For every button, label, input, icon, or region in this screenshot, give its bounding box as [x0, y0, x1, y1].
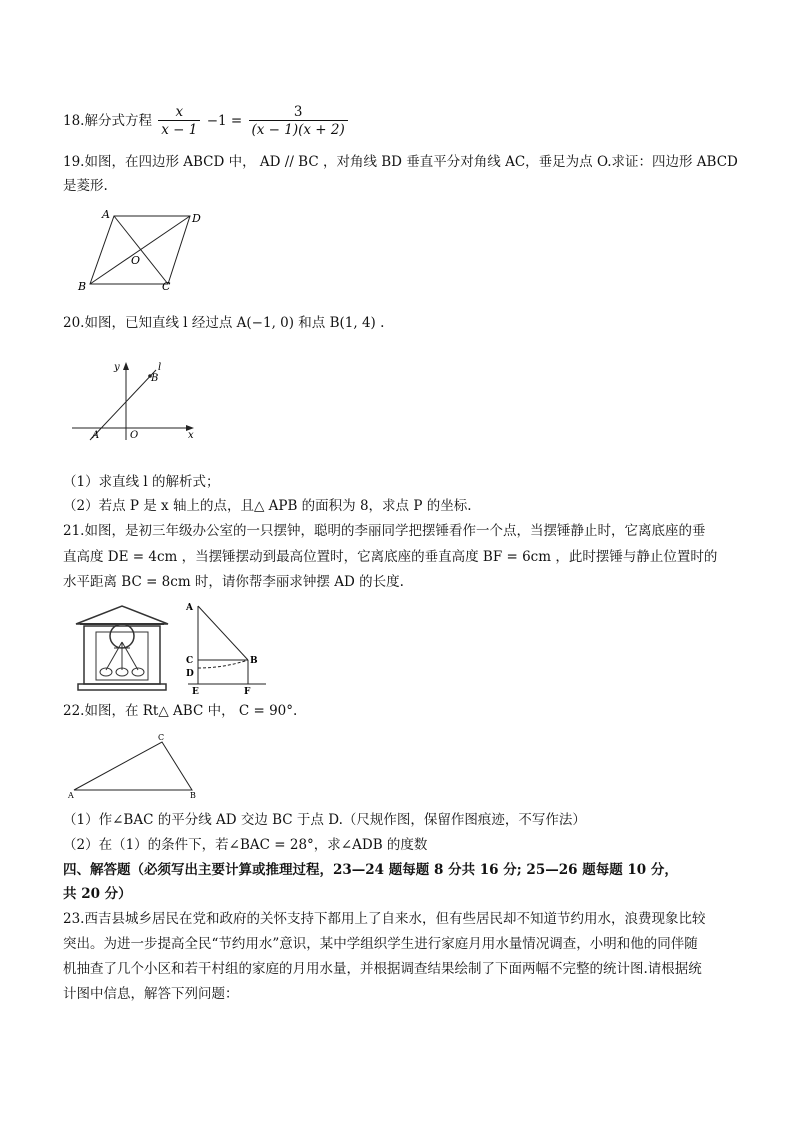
q21-text-line2: 直高度 DE = 4cm ，当摆锤摆动到最高位置时，它离底座的垂直高度 BF = 6cm ，此时摆锤与静止位置时的 — [63, 549, 718, 565]
q19-text-line2: 是菱形. — [63, 178, 108, 194]
fraction-2-denominator: (x − 1)(x + 2) — [251, 122, 345, 138]
section-4-heading-line2: 共 20 分） — [63, 886, 132, 902]
q19-label-a: A — [102, 208, 110, 221]
q21-text-line3: 水平距离 BC = 8cm 时，请你帮李丽求钟摆 AD 的长度. — [63, 574, 404, 590]
fraction-1-numerator: x — [158, 104, 200, 121]
q21-label-c: C — [186, 656, 194, 666]
q20-axis-x-label: x — [188, 430, 194, 441]
q21-label-a: A — [186, 603, 193, 613]
q22-label-b: B — [190, 791, 196, 800]
q20-sub1: （1）求直线 l 的解析式； — [63, 474, 220, 490]
q21-clock-picture — [72, 602, 172, 694]
q19-text-line1: 19.如图，在四边形 ABCD 中， AD // BC ，对角线 BD 垂直平分对角线 AC，垂足为点 O.求证：四边形 ABCD — [63, 154, 738, 170]
q20-line-graph — [70, 358, 200, 444]
q23-text-line2: 突出。为进一步提高全民“节约用水”意识，某中学组织学生进行家庭月用水量情况调查，小明和他的同伴随 — [63, 936, 698, 952]
q23-text-line1: 23.西吉县城乡居民在党和政府的关怀支持下都用上了自来水，但有些居民却不知道节约用水，浪费现象比较 — [63, 911, 706, 927]
q18-equation — [63, 104, 350, 139]
q21-label-b: B — [250, 656, 258, 666]
q21-pendulum-figure — [182, 598, 272, 698]
q20-text-line1: 20.如图，已知直线 l 经过点 A(−1, 0) 和点 B(1, 4) . — [63, 315, 385, 331]
q23-text-line4: 计图中信息，解答下列问题： — [63, 986, 239, 1002]
q20-point-b-label: B — [151, 373, 159, 384]
q21-label-d: D — [186, 669, 194, 679]
section-4-heading-line1: 四、解答题（必须写出主要计算或推理过程，23—24 题每题 8 分共 16 分; 25—26 题每题 10 分， — [63, 862, 678, 878]
q19-label-b: B — [78, 280, 87, 293]
q19-label-o: O — [131, 254, 141, 267]
q22-label-a: A — [68, 791, 74, 800]
q18-label: 18.解分式方程 — [63, 113, 152, 129]
q22-label-c: C — [158, 733, 165, 742]
q22-sub1: （1）作∠BAC 的平分线 AD 交边 BC 于点 D.（尺规作图，保留作图痕迹，不写作法） — [63, 812, 586, 828]
q20-axis-y-label: y — [114, 362, 120, 373]
q21-text-line1: 21.如图，是初三年级办公室的一只摆钟，聪明的李丽同学把摆锤看作一个点，当摆锤静止时，它离底座的垂 — [63, 523, 706, 539]
q22-text-line1: 22.如图，在 Rt△ ABC 中， C = 90°. — [63, 703, 298, 719]
q22-sub2: （2）在（1）的条件下，若∠BAC = 28°，求∠ADB 的度数 — [63, 837, 428, 853]
q19-label-d: D — [192, 212, 201, 225]
q20-line-l-label: l — [158, 362, 162, 373]
q22-triangle-figure — [66, 728, 206, 800]
q19-rhombus-figure — [74, 208, 204, 294]
q20-sub2: （2）若点 P 是 x 轴上的点，且△ APB 的面积为 8，求点 P 的坐标. — [63, 498, 472, 514]
q21-label-f: F — [244, 687, 251, 697]
q23-text-line3: 机抽查了几个小区和若干村组的家庭的月用水量，并根据调查结果绘制了下面两幅不完整的统计图.请根据统 — [63, 961, 702, 977]
q21-label-e: E — [192, 687, 199, 697]
fraction-1-denominator: x − 1 — [161, 122, 198, 138]
fraction-2 — [249, 104, 348, 139]
fraction-2-numerator: 3 — [249, 104, 348, 121]
q19-label-c: C — [162, 280, 171, 293]
fraction-1 — [158, 104, 200, 139]
q20-point-a-label: A — [92, 430, 100, 441]
q20-origin-label: O — [130, 430, 139, 441]
q18-minus-one: −1 = — [206, 113, 243, 129]
